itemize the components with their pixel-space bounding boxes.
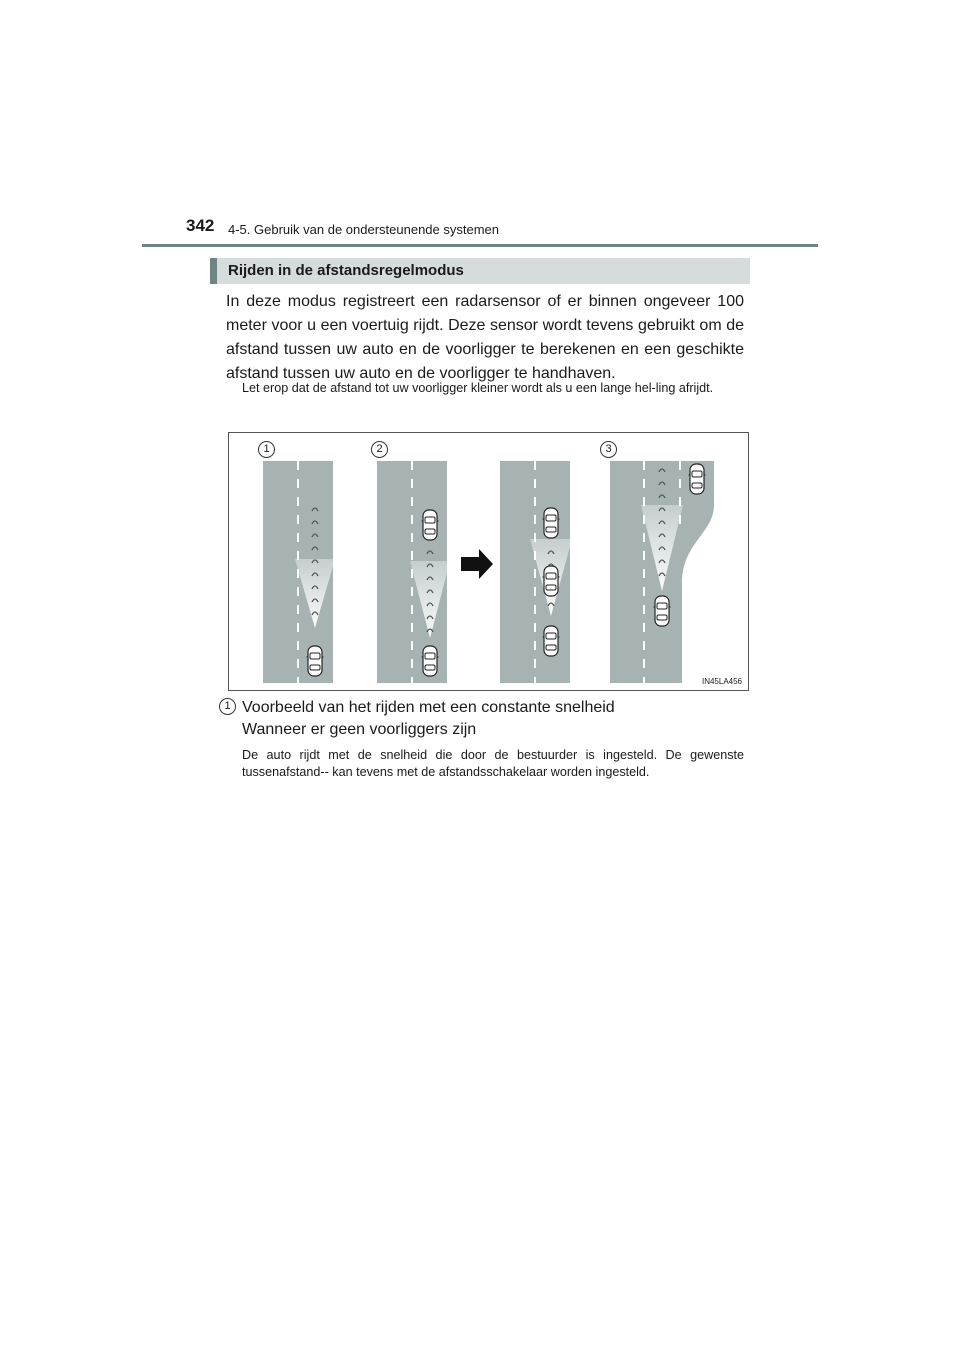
note-paragraph: Let erop dat de afstand tot uw voorligger kleiner wordt als u een lange hel-ling afrijdt. bbox=[242, 381, 714, 395]
item-heading bbox=[242, 697, 615, 741]
section-header bbox=[210, 258, 750, 284]
body-paragraph: In deze modus registreert een radarsensor of er binnen ongeveer 100 meter voor u een voertuig rijdt. Deze sensor wordt tevens gebruikt om de afstand tussen uw auto en de voorligger te berekenen en een geschikte afstand tussen uw auto en de voorligger te handhaven. bbox=[226, 293, 744, 382]
item-description: De auto rijdt met de snelheid die door de bestuurder is ingesteld. De gewenste tussenafstand-- kan tevens met de afstandsschakelaar worden ingesteld. bbox=[242, 748, 744, 779]
car-icon bbox=[689, 464, 706, 494]
road-diagram bbox=[229, 433, 748, 690]
marker-3: 3 bbox=[600, 441, 617, 458]
road-2 bbox=[377, 461, 450, 683]
section-title: Rijden in de afstandsregelmodus bbox=[228, 262, 464, 279]
road-3 bbox=[500, 461, 572, 683]
illustration bbox=[228, 432, 749, 691]
page-number: 342 bbox=[186, 216, 215, 235]
item-heading-line2: Wanneer er geen voorliggers zijn bbox=[242, 721, 477, 738]
car-icon bbox=[422, 646, 439, 676]
car-icon bbox=[543, 626, 560, 656]
figure-code: IN45LA456 bbox=[701, 677, 742, 686]
item-heading-line1: Voorbeeld van het rijden met een constante snelheid bbox=[242, 699, 615, 716]
car-icon bbox=[543, 566, 560, 596]
section-accent bbox=[210, 258, 217, 284]
car-icon bbox=[543, 508, 560, 538]
right-arrow-icon bbox=[461, 549, 493, 579]
car-icon bbox=[654, 596, 671, 626]
header-rule bbox=[142, 244, 818, 247]
car-icon bbox=[422, 510, 439, 540]
marker-1: 1 bbox=[258, 441, 275, 458]
car-icon bbox=[307, 646, 324, 676]
marker-2: 2 bbox=[371, 441, 388, 458]
item-marker: 1 bbox=[219, 698, 236, 715]
road-1 bbox=[263, 461, 335, 683]
road-4 bbox=[610, 461, 714, 683]
chapter-title: 4-5. Gebruik van de ondersteunende systemen bbox=[228, 222, 500, 237]
